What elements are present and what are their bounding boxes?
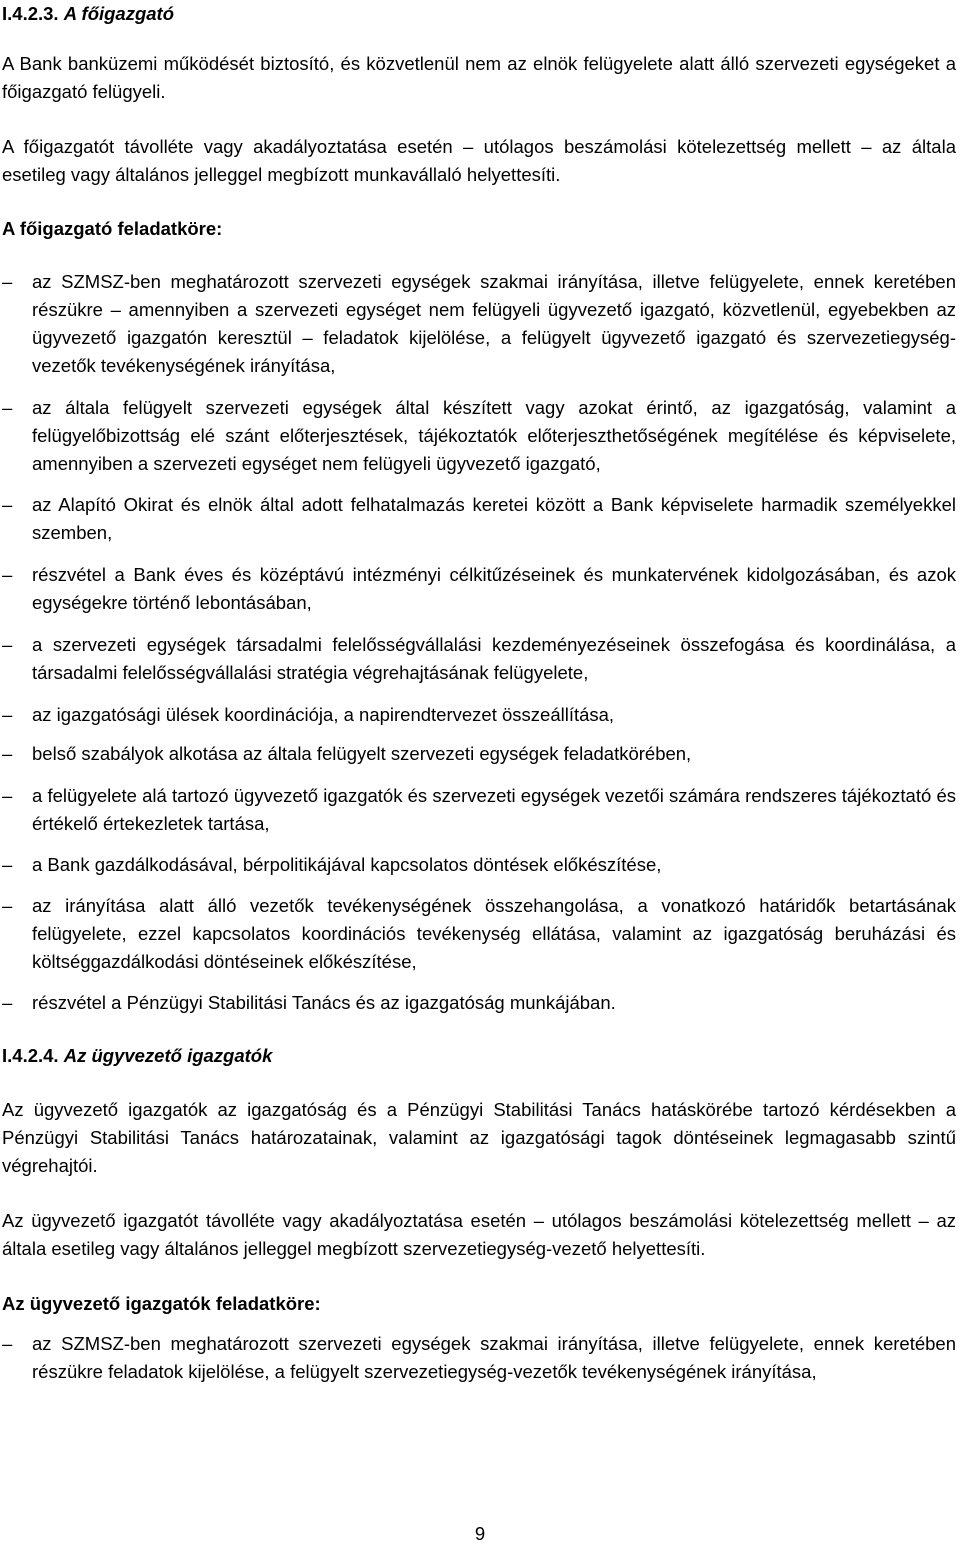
dash-bullet: –	[2, 1333, 13, 1354]
list-item	[2, 989, 956, 1017]
list-item	[2, 701, 956, 729]
list-item-text: belső szabályok alkotása az általa felügyelt szervezeti egységek feladatkörében,	[32, 743, 692, 764]
section-title: Az ügyvezető igazgatók	[63, 1045, 273, 1066]
dash-bullet: –	[2, 743, 13, 764]
list-item	[2, 394, 956, 478]
list-item	[2, 851, 956, 879]
section-title: A főigazgató	[63, 3, 175, 24]
list-item	[2, 268, 956, 380]
dash-bullet: –	[2, 397, 13, 418]
dash-bullet: –	[2, 564, 13, 585]
list-item	[2, 1330, 956, 1386]
list-item-text: a szervezeti egységek társadalmi felelősségvállalási kezdeményezéseinek összefogása és koordinálása, a társadalmi felelősségvállalási stratégia végrehajtásának felügyelete,	[32, 634, 956, 683]
list-item-text: részvétel a Pénzügyi Stabilitási Tanács és az igazgatóság munkájában.	[32, 992, 616, 1013]
list-item	[2, 491, 956, 547]
paragraph: Az ügyvezető igazgatót távolléte vagy akadályoztatása esetén – utólagos beszámolási kötelezettség mellett – az általa esetileg vagy általános jelleggel megbízott szervezetiegység-vezető helyettesíti.	[2, 1210, 956, 1259]
list-item	[2, 892, 956, 976]
section-heading	[2, 1042, 956, 1070]
list-item	[2, 740, 956, 768]
section-heading	[2, 0, 956, 28]
duties-heading: A főigazgató feladatköre:	[2, 218, 223, 239]
dash-bullet: –	[2, 271, 13, 292]
paragraph: Az ügyvezető igazgatók az igazgatóság és a Pénzügyi Stabilitási Tanács hatáskörébe tartozó kérdésekben a Pénzügyi Stabilitási Tanács határozatainak, valamint az igazgatósági tagok döntéseinek legmagasabb szintű végrehajtói.	[2, 1099, 956, 1176]
paragraph: A főigazgatót távolléte vagy akadályoztatása esetén – utólagos beszámolási kötelezettség mellett – az általa esetileg vagy általános jelleggel megbízott munkavállaló helyettesíti.	[2, 136, 956, 185]
dash-bullet: –	[2, 634, 13, 655]
dash-bullet: –	[2, 494, 13, 515]
page-number: 9	[474, 1523, 486, 1544]
list-item-text: az általa felügyelt szervezeti egységek által készített vagy azokat érintő, az igazgatóság, valamint a felügyelőbizottság elé szánt előterjesztések, tájékoztatók előterjeszthetőségének megítélése és képviselete, amennyiben a szervezeti egységet nem felügyeli ügyvezető igazgató,	[32, 397, 956, 474]
list-item-text: az SZMSZ-ben meghatározott szervezeti egységek szakmai irányítása, illetve felügyelete, ennek keretében részükre – amennyiben a szervezeti egységet nem felügyeli ügyvezető igazgató, közvetlenül, egyebekben az ügyvezető igazgatón keresztül – feladatok kijelölése, a felügyelt ügyvezető igazgató és szervezetiegység-vezetők tevékenységének irányítása,	[32, 271, 956, 376]
section-number: I.4.2.4.	[2, 1045, 59, 1066]
list-item	[2, 782, 956, 838]
list-item-text: az igazgatósági ülések koordinációja, a napirendtervezet összeállítása,	[32, 704, 615, 725]
list-item-text: részvétel a Bank éves és középtávú intézményi célkitűzéseinek és munkatervének kidolgozásában, és azok egységekre történő lebontásában,	[32, 564, 956, 613]
dash-bullet: –	[2, 854, 13, 875]
list-item-text: az irányítása alatt álló vezetők tevékenységének összehangolása, a vonatkozó határidők betartásának felügyelete, ezzel kapcsolatos koordinációs tevékenység ellátása, valamint az igazgatóság beruházási és költséggazdálkodási döntéseinek előkészítése,	[32, 895, 956, 972]
paragraph: A Bank banküzemi működését biztosító, és közvetlenül nem az elnök felügyelete alatt álló szervezeti egységeket a főigazgató felügyeli.	[2, 53, 956, 102]
dash-bullet: –	[2, 704, 13, 725]
list-item-text: a felügyelete alá tartozó ügyvezető igazgatók és szervezeti egységek vezetői számára rendszeres tájékoztató és értékelő értekezletek tartása,	[32, 785, 956, 834]
dash-bullet: –	[2, 992, 13, 1013]
list-item	[2, 561, 956, 617]
duties-heading: Az ügyvezető igazgatók feladatköre:	[2, 1293, 321, 1314]
list-item-text: az Alapító Okirat és elnök által adott felhatalmazás keretei között a Bank képviselete harmadik személyekkel szemben,	[32, 494, 956, 543]
dash-bullet: –	[2, 895, 13, 916]
list-item-text: az SZMSZ-ben meghatározott szervezeti egységek szakmai irányítása, illetve felügyelete, ennek keretében részükre feladatok kijelölése, a felügyelt szervezetiegység-vezetők tevékenységének irányítása,	[32, 1333, 956, 1382]
list-item	[2, 631, 956, 687]
list-item-text: a Bank gazdálkodásával, bérpolitikájával kapcsolatos döntések előkészítése,	[32, 854, 662, 875]
dash-bullet: –	[2, 785, 13, 806]
section-number: I.4.2.3.	[2, 3, 59, 24]
